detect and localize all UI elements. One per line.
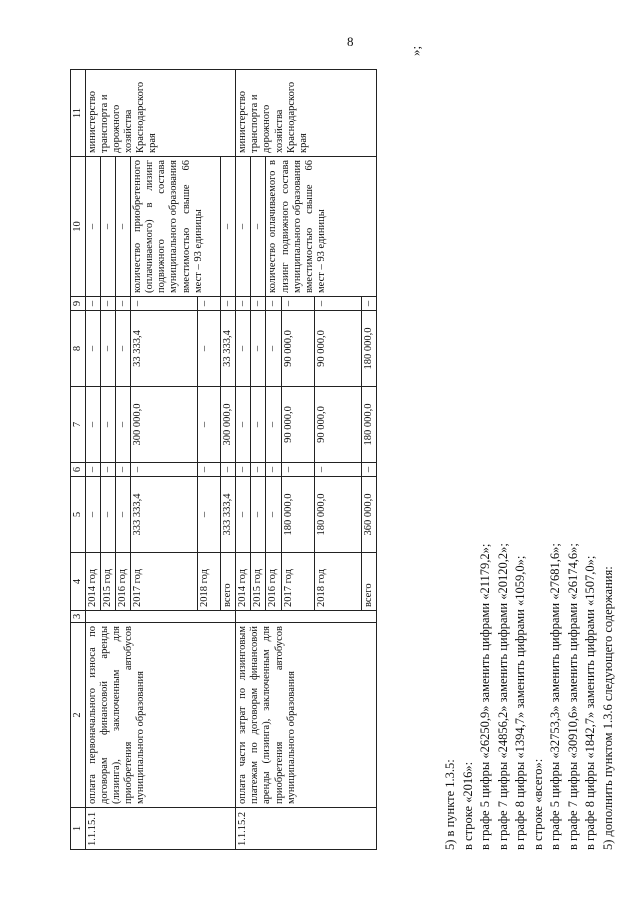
value-cell: 180 000,0 [361,311,376,387]
header-cell: 6 [71,463,86,477]
value-cell: – [198,311,221,387]
value-cell: – [101,311,116,387]
value-cell: – [236,297,251,311]
value-cell: – [198,387,221,463]
note-line: в строке «всего»: [530,758,545,850]
note-line: 5) в пункте 1.3.5: [443,759,457,850]
program-table [70,69,377,850]
value-cell: – [198,463,221,477]
value-cell: 300 000,0 [131,387,198,463]
value-cell: 180 000,0 [281,477,314,553]
value-cell: – [198,297,221,311]
note-line: в графе 8 цифры «1394,7» заменить цифрами «1059,0»; [513,555,527,850]
value-cell: – [266,297,281,311]
value-cell: 300 000,0 [221,387,236,463]
value-cell: – [266,463,281,477]
value-cell: 90 000,0 [314,311,361,387]
value-cell: – [131,297,198,311]
year-cell: 2015 год [101,553,116,611]
year-cell: 2018 год [198,553,221,611]
value-cell: – [116,387,131,463]
header-row [71,70,86,850]
value-cell: – [221,297,236,311]
value-cell: – [251,297,266,311]
value-cell: – [251,311,266,387]
value-cell: – [101,477,116,553]
value-cell: 180 000,0 [361,387,376,463]
value-cell: – [131,463,198,477]
result-cell: – [101,157,116,297]
header-cell: 10 [71,157,86,297]
value-cell: – [86,387,101,463]
value-cell: – [281,463,314,477]
value-cell: – [86,311,101,387]
value-cell: – [251,477,266,553]
value-cell: – [86,477,101,553]
amendment-notes [442,70,617,850]
value-cell: – [86,297,101,311]
header-cell: 1 [71,808,86,850]
header-cell: 3 [71,611,86,623]
closing-quote: »; [408,45,423,56]
value-cell: – [198,477,221,553]
result-cell: – [116,157,131,297]
year-cell: 2014 год [86,553,101,611]
value-cell: 90 000,0 [281,311,314,387]
value-cell: – [266,477,281,553]
result-cell: – [236,157,251,297]
result-text: количество приобретенного (оплачиваемого) в лизинг подвижного состава муниципального образования вместимостью свыше 66 мест – 93 единицы [131,157,221,297]
value-cell: 33 333,4 [131,311,198,387]
header-cell: 7 [71,387,86,463]
result-cell: – [251,157,266,297]
value-cell: – [116,477,131,553]
value-cell: 333 333,4 [221,477,236,553]
year-cell: 2014 год [236,553,251,611]
value-cell: – [314,463,361,477]
header-cell: 8 [71,311,86,387]
row-code: 1.1.15.2 [236,808,376,850]
value-cell: – [236,463,251,477]
value-cell: – [236,477,251,553]
note-line: в графе 5 цифры «32753,3» заменить цифрами «27681,6»; [548,543,562,850]
value-cell: – [314,297,361,311]
value-cell: – [266,387,281,463]
value-cell: 360 000,0 [361,477,376,553]
header-cell: 2 [71,623,86,808]
value-cell: – [361,463,376,477]
value-cell: – [101,297,116,311]
row-description: оплата первоначального износа по договорам финансовой аренды (лизинга), заключенным для приобретения автобусов муниципального образования [86,623,236,808]
value-cell: – [86,463,101,477]
value-cell: – [361,297,376,311]
year-cell: всего [361,553,376,611]
value-cell: – [101,463,116,477]
value-cell: – [251,387,266,463]
note-line: в графе 5 цифры «26250,9» заменить цифрами «21179,2»; [478,543,492,850]
year-cell: 2015 год [251,553,266,611]
value-cell: – [221,463,236,477]
year-cell: 2017 год [131,553,198,611]
value-cell: 90 000,0 [314,387,361,463]
value-cell: – [101,387,116,463]
result-cell: – [86,157,101,297]
header-cell: 4 [71,553,86,611]
value-cell: – [266,311,281,387]
value-cell: 180 000,0 [314,477,361,553]
rotated-page-content [70,70,615,850]
row-description: оплата части затрат по лизинговым платежам по договорам финансовой аренды (лизинга), заключенным для приобретения автобусов муниципального образования [236,623,376,808]
year-cell: 2016 год [116,553,131,611]
year-cell: 2017 год [281,553,314,611]
result-text: количество оплачиваемого в лизинг подвижного состава муниципального образования вместимостью свыше 66 мест – 93 единицы [266,157,376,297]
table-row [236,70,251,850]
note-line: 5) дополнить пунктом 1.3.6 следующего содержания: [600,566,615,850]
header-cell: 5 [71,477,86,553]
header-cell: 9 [71,297,86,311]
note-line: в строке «2016»: [460,761,475,850]
value-cell: – [251,463,266,477]
value-cell: – [116,463,131,477]
value-cell: – [116,311,131,387]
note-line: в графе 7 цифры «24856,2» заменить цифрами «20120,2»; [495,543,510,850]
row-code: 1.1.15.1 [86,808,236,850]
responsible-cell: министерство транспорта и дорожного хозяйства Краснодарского края [236,70,376,157]
header-cell: 11 [71,70,86,157]
value-cell: – [236,311,251,387]
empty-cell [236,611,376,623]
note-line: в графе 8 цифры «1842,7» заменить цифрами «1507,0»; [583,555,597,850]
note-line: в графе 7 цифры «30910,6» заменить цифрами «26174,6»; [565,543,580,850]
value-cell: 33 333,4 [221,311,236,387]
responsible-cell: министерство транспорта и дорожного хозяйства Краснодарского края [86,70,236,157]
year-cell: 2018 год [314,553,361,611]
value-cell: – [236,387,251,463]
value-cell: – [281,297,314,311]
year-cell: 2016 год [266,553,281,611]
result-cell: – [221,157,236,297]
value-cell: – [116,297,131,311]
value-cell: 90 000,0 [281,387,314,463]
year-cell: всего [221,553,236,611]
table-row [86,70,101,850]
page-number: 8 [347,34,354,49]
value-cell: 333 333,4 [131,477,198,553]
empty-cell [86,611,236,623]
